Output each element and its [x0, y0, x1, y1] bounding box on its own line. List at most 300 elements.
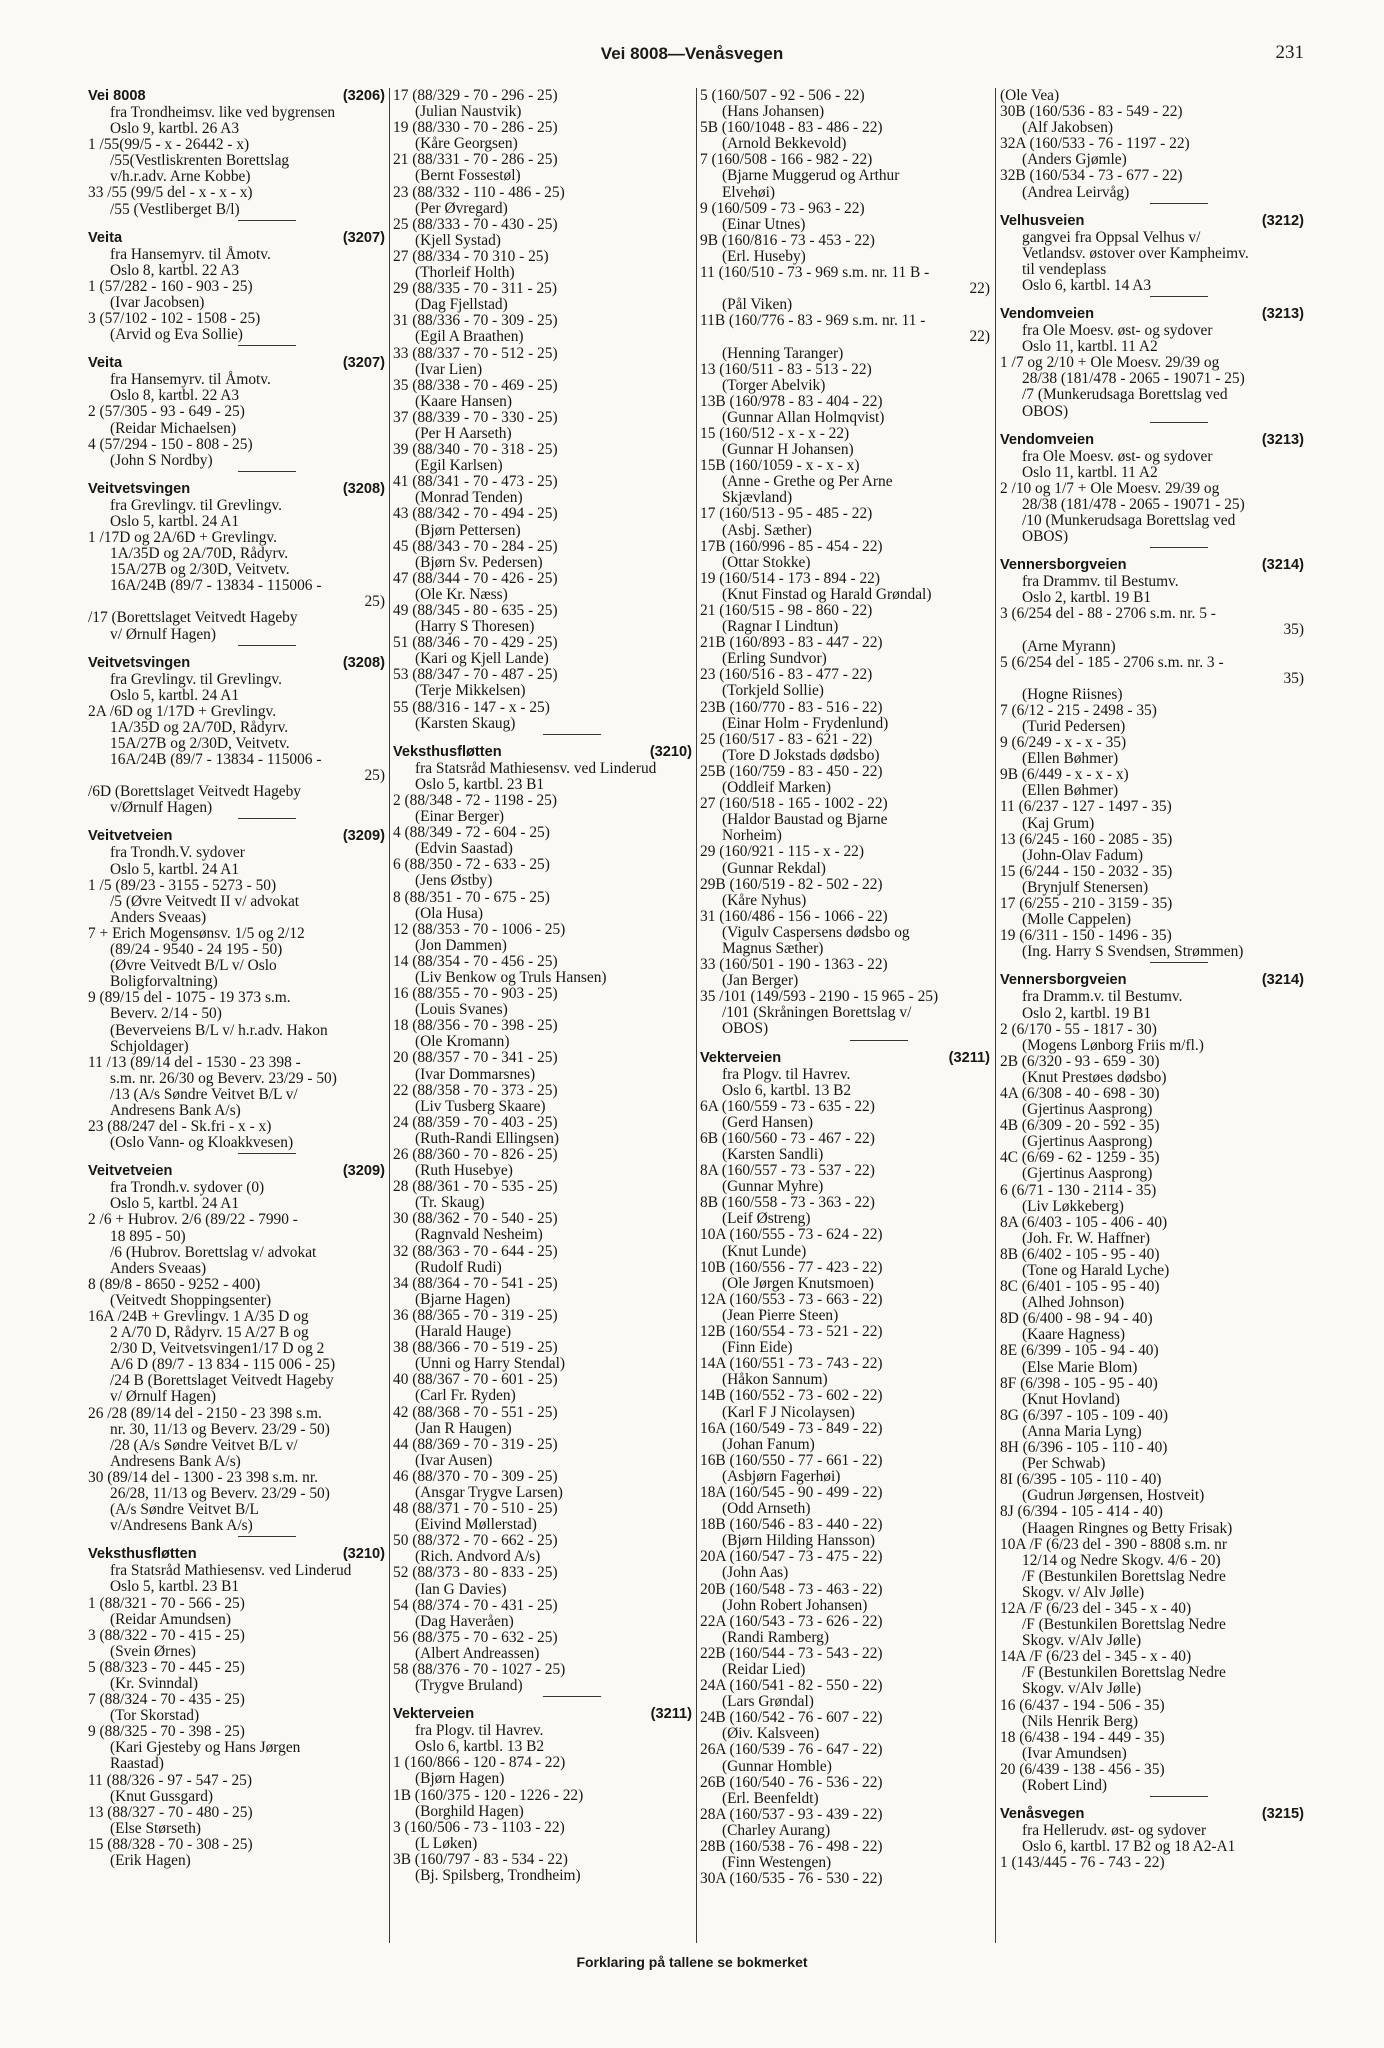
address-entry: [88, 1055, 385, 1119]
entry-continuation: Andresens Bank A/s): [110, 1101, 241, 1119]
address-entry: [393, 922, 692, 954]
entry-line: 30A (160/535 - 76 - 530 - 22): [700, 1870, 883, 1888]
entry-line: 8H (6/396 - 105 - 110 - 40): [1000, 1439, 1168, 1457]
entry-line: 8G (6/397 - 105 - 109 - 40): [1000, 1406, 1168, 1424]
section-rule: [238, 345, 296, 346]
street-description: Oslo 6, kartbl. 13 B2: [722, 1081, 852, 1099]
entry-continuation: v/ Ørnulf Hagen): [110, 1388, 216, 1406]
entry-line: 47 (88/344 - 70 - 426 - 25): [393, 569, 558, 587]
entry-continuation: /5 (Øvre Veitvedt II v/ advokat: [110, 892, 300, 910]
address-entry: [88, 1212, 385, 1276]
entry-continuation: /101 (Skråningen Borettslag v/: [722, 1004, 912, 1022]
entry-line: 18B (160/546 - 83 - 440 - 22): [700, 1516, 883, 1534]
address-entry: [88, 404, 385, 436]
address-entry: [700, 1871, 990, 1887]
street-description: Oslo 6, kartbl. 17 B2 og 18 A2-A1: [1022, 1838, 1236, 1856]
entry-continuation: Andresens Bank A/s): [110, 1452, 241, 1470]
address-entry: [393, 1820, 692, 1852]
entry-line: 18 (6/438 - 194 - 449 - 35): [1000, 1728, 1165, 1746]
address-entry: [88, 926, 385, 990]
entry-line: 20A (160/547 - 73 - 475 - 22): [700, 1548, 883, 1566]
entry-continuation: (Karl F J Nicolaysen): [722, 1403, 855, 1421]
entry-continuation: OBOS): [1022, 402, 1069, 420]
entry-continuation: (Harald Hauge): [415, 1323, 512, 1341]
address-entry: [700, 313, 990, 361]
entry-continuation: (Alf Jakobsen): [1022, 119, 1114, 137]
section-rule: [238, 220, 296, 221]
entry-continuation: (Jens Østby): [415, 872, 493, 890]
entry-line: 21B (160/893 - 83 - 447 - 22): [700, 634, 883, 652]
street-description: fra Trondheimsv. like ved bygrensen: [110, 104, 336, 121]
entry-continuation: (Gerd Hansen): [722, 1113, 814, 1131]
entry-continuation: (Henning Taranger): [722, 344, 844, 362]
entry-continuation: Magnus Sæther): [722, 939, 824, 957]
entry-continuation: (Joh. Fr. W. Haffner): [1022, 1229, 1150, 1247]
entry-continuation: (Else Marie Blom): [1022, 1358, 1138, 1376]
address-entry: [393, 346, 692, 378]
address-entry: [88, 610, 385, 642]
entry-continuation: (Einar Utnes): [722, 215, 806, 233]
address-entry: [700, 1614, 990, 1646]
address-entry: [393, 667, 692, 699]
entry-line: 27 (88/334 - 70 310 - 25): [393, 247, 549, 265]
address-entry: [88, 185, 385, 217]
address-entry: [393, 474, 692, 506]
street-description: Oslo 5, kartbl. 24 A1: [110, 512, 240, 530]
entry-continuation: 15A/27B og 2/30D, Veitvetv.: [110, 561, 290, 579]
entry-continuation: (Hans Johansen): [722, 103, 825, 121]
entry-continuation: (Arne Myrann): [1022, 637, 1116, 655]
entry-line: 22B (160/544 - 73 - 543 - 22): [700, 1644, 883, 1662]
address-entry: [1000, 1440, 1304, 1472]
address-entry: [1000, 1086, 1304, 1118]
street-description: fra Drammv. til Bestumv.: [1022, 573, 1179, 591]
address-entry: [1000, 1118, 1304, 1150]
address-entry: [700, 426, 990, 458]
entry-continuation: (Turid Pedersen): [1022, 718, 1126, 735]
entry-line: 11 (88/326 - 97 - 547 - 25): [88, 1771, 252, 1789]
entry-continuation: (Gudrun Jørgensen, Hostveit): [1022, 1487, 1205, 1505]
entry-continuation: (Kåre Georgsen): [415, 135, 518, 153]
address-entry: [1000, 1215, 1304, 1247]
entry-continuation: (Øiv. Kalsveen): [722, 1725, 820, 1743]
entry-continuation: (Bernt Fossestøl): [415, 167, 521, 185]
entry-continuation: 22): [969, 280, 990, 298]
column-3: [700, 88, 990, 1948]
entry-line: 11 /13 (89/14 del - 1530 - 23 398 -: [88, 1053, 301, 1071]
address-entry: [88, 1277, 385, 1309]
entry-continuation: (Louis Svanes): [415, 1001, 508, 1019]
address-entry: [700, 1131, 990, 1163]
section-rule: [238, 1153, 296, 1154]
street-section: [1000, 306, 1304, 423]
section-rule: [1150, 547, 1208, 548]
entry-continuation: 16A/24B (89/7 - 13834 - 115006 -: [110, 751, 322, 769]
entry-line: 26 (88/360 - 70 - 826 - 25): [393, 1146, 558, 1163]
section-rule: [850, 1040, 908, 1041]
street-name: Veita: [88, 229, 123, 246]
entry-continuation: 1A/35D og 2A/70D, Rådyrv.: [110, 545, 289, 563]
entry-continuation: 35): [1283, 621, 1304, 639]
section-rule: [238, 818, 296, 819]
entry-continuation: (Kaare Hansen): [415, 392, 512, 410]
entry-continuation: (Ellen Bøhmer): [1022, 782, 1119, 800]
section-rule: [238, 645, 296, 646]
address-entry: [393, 120, 692, 152]
entry-line: 54 (88/374 - 70 - 431 - 25): [393, 1596, 558, 1614]
address-entry: [88, 530, 385, 610]
entry-continuation: (Kari Gjesteby og Hans Jørgen: [110, 1739, 301, 1757]
entry-line: 41 (88/341 - 70 - 473 - 25): [393, 473, 558, 491]
entry-continuation: Anders Sveaas): [110, 1259, 207, 1277]
entry-continuation: (Ragnar I Lindtun): [722, 618, 839, 636]
street-name: Vennersborgveien: [1000, 557, 1127, 574]
entry-continuation: 28/38 (181/478 - 2065 - 19071 - 25): [1022, 495, 1245, 513]
entry-line: 1B (160/375 - 120 - 1226 - 22): [393, 1786, 584, 1804]
entry-line: 9B (6/449 - x - x - x): [1000, 766, 1129, 784]
entry-line: 12A /F (6/23 del - 345 - x - 40): [1000, 1599, 1192, 1617]
entry-line: 37 (88/339 - 70 - 330 - 25): [393, 408, 558, 426]
entry-continuation: (Haagen Ringnes og Betty Frisak): [1022, 1519, 1233, 1537]
entry-continuation: (Ivar Dommarsnes): [415, 1065, 536, 1083]
entry-continuation: (Hogne Riisnes): [1022, 685, 1123, 703]
street-section: [1000, 557, 1304, 963]
entry-line: 28A (160/537 - 93 - 439 - 22): [700, 1805, 883, 1823]
entry-line: 8I (6/395 - 105 - 110 - 40): [1000, 1471, 1162, 1489]
entry-continuation: /F (Bestunkilen Borettslag Nedre: [1022, 1567, 1226, 1585]
entry-continuation: (Gunnar Allan Holmqvist): [722, 408, 885, 426]
address-entry: [700, 844, 990, 876]
entry-continuation: v/Ørnulf Hagen): [110, 799, 213, 817]
street-description: Oslo 11, kartbl. 11 A2: [1022, 338, 1158, 356]
address-entry: [393, 1533, 692, 1565]
entry-line: 4C (6/69 - 62 - 1259 - 35): [1000, 1149, 1160, 1167]
entry-line: 44 (88/369 - 70 - 319 - 25): [393, 1435, 558, 1453]
entry-continuation: (Gunnar H Johansen): [722, 441, 854, 459]
address-entry: [1000, 1855, 1304, 1871]
entry-continuation: /13 (A/s Søndre Veitvet B/L v/: [110, 1085, 298, 1103]
entry-line: 7 (160/508 - 166 - 982 - 22): [700, 151, 873, 169]
entry-line: 8D (6/400 - 98 - 94 - 40): [1000, 1310, 1153, 1328]
entry-line: 32 (88/363 - 70 - 644 - 25): [393, 1242, 558, 1260]
entry-line: 8C (6/401 - 105 - 95 - 40): [1000, 1278, 1160, 1296]
address-entry: [1000, 136, 1304, 168]
entry-line: 2 (88/348 - 72 - 1198 - 25): [393, 791, 557, 809]
street-description: Oslo 5, kartbl. 24 A1: [110, 686, 240, 704]
address-entry: [88, 311, 385, 343]
entry-continuation: (Julian Naustvik): [415, 103, 522, 121]
address-entry: [393, 313, 692, 345]
address-entry: [700, 635, 990, 667]
address-entry: [393, 1852, 692, 1884]
street-description: fra Ole Moesv. øst- og sydover: [1022, 322, 1213, 340]
address-entry: [700, 667, 990, 699]
street-code: (3208): [342, 480, 385, 497]
street-code: (3210): [342, 1546, 385, 1563]
street-description: fra Plogv. til Havrev.: [415, 1722, 544, 1740]
entry-continuation: (Pål Viken): [722, 296, 793, 314]
address-entry: [700, 362, 990, 394]
entry-continuation: (Edvin Saastad): [415, 840, 513, 858]
street-section: [1000, 1806, 1304, 1871]
address-entry: [1000, 355, 1304, 419]
entry-continuation: 26/28, 11/13 og Beverv. 23/29 - 50): [110, 1485, 330, 1503]
entry-line: 3 (160/506 - 73 - 1103 - 22): [393, 1818, 565, 1836]
address-entry: [393, 1211, 692, 1243]
entry-continuation: /7 (Munkerudsaga Borettslag ved: [1022, 386, 1228, 404]
address-entry: [1000, 1504, 1304, 1536]
entry-line: 39 (88/340 - 70 - 318 - 25): [393, 441, 558, 459]
section-rule: [238, 471, 296, 472]
entry-continuation: (Anne - Grethe og Per Arne: [722, 473, 893, 491]
street-description: Oslo 5, kartbl. 24 A1: [110, 1195, 240, 1213]
address-entry: [1000, 606, 1304, 654]
entry-line: 35 (88/338 - 70 - 469 - 25): [393, 376, 558, 394]
entry-line: 2 (6/170 - 55 - 1817 - 30): [1000, 1020, 1157, 1038]
entry-line: 4 (57/294 - 150 - 808 - 25): [88, 435, 253, 453]
entry-continuation: nr. 30, 11/13 og Beverv. 23/29 - 50): [110, 1420, 330, 1438]
entry-line: 8 (89/8 - 8650 - 9252 - 400): [88, 1275, 261, 1293]
entry-continuation: (Ragnvald Nesheim): [415, 1226, 543, 1244]
address-entry: [700, 1195, 990, 1227]
street-section: [88, 1163, 385, 1537]
address-entry: [393, 185, 692, 217]
address-entry: [700, 700, 990, 732]
street-name: Veitvetsvingen: [88, 480, 191, 497]
entry-continuation: (Ansgar Trygve Larsen): [415, 1483, 563, 1501]
entry-line: 2 (57/305 - 93 - 649 - 25): [88, 403, 245, 421]
address-entry: [700, 120, 990, 152]
entry-line: 16A /24B + Grevlingv. 1 A/35 D og: [88, 1308, 309, 1325]
entry-line: 30B (160/536 - 83 - 549 - 22): [1000, 103, 1183, 121]
entry-continuation: (Albert Andreassen): [415, 1644, 540, 1662]
section-rule: [1150, 422, 1208, 423]
entry-continuation: (Randi Ramberg): [722, 1628, 829, 1646]
entry-continuation: (Arvid og Eva Sollie): [110, 326, 243, 344]
entry-line: 1 /5 (89/23 - 3155 - 5273 - 50): [88, 876, 277, 894]
entry-line: 53 (88/347 - 70 - 487 - 25): [393, 666, 558, 684]
street-section: [393, 88, 692, 735]
address-entry: [393, 1565, 692, 1597]
entry-line: 34 (88/364 - 70 - 541 - 25): [393, 1274, 558, 1292]
street-name: Veitvetveien: [88, 1163, 173, 1180]
entry-line: 48 (88/371 - 70 - 510 - 25): [393, 1500, 558, 1518]
entry-line: 11 (6/237 - 127 - 1497 - 35): [1000, 798, 1172, 816]
entry-line: 6 (88/350 - 72 - 633 - 25): [393, 856, 550, 874]
entry-line: 55 (88/316 - 147 - x - 25): [393, 698, 550, 716]
entry-continuation: 35): [1283, 669, 1304, 687]
entry-line: 17 (160/513 - 95 - 485 - 22): [700, 505, 873, 523]
entry-continuation: (A/s Søndre Veitvet B/L: [110, 1501, 259, 1519]
street-section: [88, 355, 385, 472]
street-description: fra Grevlingv. til Grevlingv.: [110, 670, 282, 688]
entry-continuation: (Else Størseth): [110, 1819, 202, 1837]
entry-continuation: (Ivar Amundsen): [1022, 1744, 1127, 1762]
section-rule: [1150, 1796, 1208, 1797]
street-section: [700, 88, 990, 1041]
entry-continuation: /F (Bestunkilen Borettslag Nedre: [1022, 1664, 1226, 1682]
entry-continuation: (Finn Eide): [722, 1339, 793, 1357]
address-entry: [1000, 168, 1304, 200]
entry-continuation: (John-Olav Fadum): [1022, 846, 1143, 864]
entry-line: 16A (160/549 - 73 - 849 - 22): [700, 1419, 883, 1437]
entry-continuation: Boligforvaltning): [110, 973, 218, 991]
entry-continuation: (Egil Karlsen): [415, 457, 503, 475]
entry-line: 28 (88/361 - 70 - 535 - 25): [393, 1178, 558, 1196]
entry-line: 23B (160/770 - 83 - 516 - 22): [700, 698, 883, 716]
entry-line: 16B (160/550 - 77 - 661 - 22): [700, 1451, 883, 1469]
entry-continuation: (Bjarne Hagen): [415, 1290, 511, 1308]
entry-continuation: (Reidar Lied): [722, 1661, 806, 1678]
address-entry: [700, 1549, 990, 1581]
address-entry: [393, 825, 692, 857]
address-entry: [1000, 655, 1304, 703]
entry-continuation: (Gjertinus Aasprong): [1022, 1101, 1153, 1119]
entry-continuation: (Torger Abelvik): [722, 376, 826, 394]
address-entry: [700, 1324, 990, 1356]
entry-continuation: (Per Schwab): [1022, 1455, 1106, 1473]
entry-continuation: Skogv. v/Alv Jølle): [1022, 1680, 1142, 1698]
street-section: [88, 655, 385, 820]
entry-continuation: (Ruth-Randi Ellingsen): [415, 1129, 560, 1147]
entry-line: (Ole Vea): [1000, 88, 1060, 104]
entry-continuation: 1A/35D og 2A/70D, Rådyrv.: [110, 718, 289, 736]
entry-continuation: (Svein Ørnes): [110, 1642, 196, 1660]
address-entry: [88, 990, 385, 1054]
entry-line: 28B (160/538 - 76 - 498 - 22): [700, 1838, 883, 1856]
entry-continuation: (Erling Sundvor): [722, 650, 827, 668]
street-code: (3208): [342, 654, 385, 671]
entry-line: 14A /F (6/23 del - 345 - x - 40): [1000, 1648, 1192, 1666]
entry-line: 16 (6/437 - 194 - 506 - 35): [1000, 1696, 1165, 1714]
entry-line: 1 /17D og 2A/6D + Grevlingv.: [88, 528, 277, 546]
entry-line: 18A (160/545 - 90 - 499 - 22): [700, 1483, 883, 1501]
entry-line: 5B (160/1048 - 83 - 486 - 22): [700, 119, 883, 137]
street-heading: [1000, 557, 1304, 574]
address-entry: [700, 764, 990, 796]
column-divider: [389, 88, 390, 1943]
entry-line: 19 (6/311 - 150 - 1496 - 35): [1000, 927, 1172, 945]
entry-continuation: (Ottar Stokke): [722, 553, 811, 571]
running-head: Vei 8008—Venåsvegen: [600, 44, 784, 63]
address-entry: [1000, 1343, 1304, 1375]
entry-continuation: /28 (A/s Søndre Veitvet B/L v/: [110, 1436, 298, 1454]
address-entry: [393, 571, 692, 603]
address-entry: [700, 732, 990, 764]
address-entry: [700, 265, 990, 313]
address-entry: [393, 1179, 692, 1211]
entry-continuation: (Lars Grøndal): [722, 1693, 814, 1711]
address-entry: [88, 784, 385, 816]
entry-line: 22A (160/543 - 73 - 626 - 22): [700, 1612, 883, 1630]
address-entry: [393, 506, 692, 538]
address-entry: [1000, 832, 1304, 864]
entry-continuation: (Charley Aurang): [722, 1821, 831, 1839]
address-entry: [393, 88, 692, 120]
entry-continuation: /55 (Vestliberget B/l): [110, 200, 240, 218]
entry-continuation: (John Robert Johansen): [722, 1596, 868, 1614]
address-entry: [700, 1292, 990, 1324]
entry-line: 30 (89/14 del - 1300 - 23 398 s.m. nr.: [88, 1468, 318, 1486]
section-rule: [1150, 962, 1208, 963]
entry-line: 13B (160/978 - 83 - 404 - 22): [700, 392, 883, 410]
entry-continuation: (Karsten Skaug): [415, 714, 516, 732]
entry-line: 27 (160/518 - 165 - 1002 - 22): [700, 795, 888, 813]
entry-continuation: (Ing. Harry S Svendsen, Strømmen): [1022, 943, 1244, 961]
entry-line: 2B (6/320 - 93 - 659 - 30): [1000, 1052, 1160, 1070]
entry-line: 33 /55 (99/5 del - x - x - x): [88, 184, 253, 202]
street-heading: [393, 1706, 692, 1723]
entry-line: 40 (88/367 - 70 - 601 - 25): [393, 1371, 558, 1389]
entry-continuation: (Borghild Hagen): [415, 1802, 524, 1820]
address-entry: [393, 1115, 692, 1147]
entry-line: 5 (160/507 - 92 - 506 - 22): [700, 88, 865, 104]
street-name: Vekterveien: [393, 1706, 475, 1723]
address-entry: [1000, 104, 1304, 136]
address-entry: [700, 506, 990, 538]
address-entry: [700, 1742, 990, 1774]
entry-continuation: Anders Sveaas): [110, 908, 207, 926]
street-section: [393, 1706, 692, 1884]
entry-continuation: Norheim): [722, 827, 782, 845]
entry-continuation: 15A/27B og 2/30D, Veitvetv.: [110, 735, 290, 752]
entry-continuation: (Per Øvregard): [415, 199, 508, 217]
address-entry: [1000, 896, 1304, 928]
entry-line: /17 (Borettslaget Veitvedt Hageby: [88, 609, 298, 627]
entry-line: 8B (6/402 - 105 - 95 - 40): [1000, 1245, 1160, 1263]
entry-line: 30 (88/362 - 70 - 540 - 25): [393, 1210, 558, 1228]
entry-continuation: 16A/24B (89/7 - 13834 - 115006 -: [110, 577, 322, 595]
entry-line: 1 (88/321 - 70 - 566 - 25): [88, 1594, 245, 1612]
entry-line: 24 (88/359 - 70 - 403 - 25): [393, 1113, 558, 1131]
address-entry: [1000, 1022, 1304, 1054]
column-divider: [995, 88, 996, 1943]
entry-line: 17 (88/329 - 70 - 296 - 25): [393, 88, 558, 104]
entry-line: 15 (88/328 - 70 - 308 - 25): [88, 1835, 253, 1853]
address-entry: [88, 704, 385, 784]
street-description: fra Trondh.V. sydover: [110, 844, 245, 862]
entry-line: 46 (88/370 - 70 - 309 - 25): [393, 1467, 558, 1485]
entry-continuation: (Brynjulf Stenersen): [1022, 878, 1149, 896]
entry-continuation: (Robert Lind): [1022, 1777, 1108, 1794]
entry-continuation: v/h.r.adv. Arne Kobbe): [110, 168, 251, 186]
street-section: [700, 1050, 990, 1888]
entry-line: 36 (88/365 - 70 - 319 - 25): [393, 1306, 558, 1324]
address-entry: [1000, 1376, 1304, 1408]
entry-continuation: (Haldor Baustad og Bjarne: [722, 811, 888, 829]
column-2: [393, 88, 692, 1948]
entry-continuation: (L Løken): [415, 1834, 478, 1852]
entry-continuation: (Ivar Ausen): [415, 1451, 493, 1469]
entry-continuation: (Rich. Andvord A/s): [415, 1548, 541, 1566]
entry-continuation: 22): [969, 328, 990, 346]
address-entry: [700, 1227, 990, 1259]
entry-line: 31 (88/336 - 70 - 309 - 25): [393, 312, 558, 330]
street-section: [88, 88, 385, 221]
address-entry: [1000, 88, 1304, 104]
column-4: [1000, 88, 1304, 1948]
entry-line: 25 (88/333 - 70 - 430 - 25): [393, 215, 558, 233]
entry-continuation: v/ Ørnulf Hagen): [110, 625, 216, 643]
entry-line: 9 (88/325 - 70 - 398 - 25): [88, 1723, 245, 1741]
street-name: Veita: [88, 355, 123, 372]
address-entry: [393, 152, 692, 184]
entry-continuation: (Alhed Johnson): [1022, 1294, 1125, 1312]
address-entry: [1000, 1537, 1304, 1601]
entry-continuation: (Unni og Harry Stendal): [415, 1355, 566, 1373]
street-description: fra Statsråd Mathiesensv. ved Linderud: [415, 759, 657, 777]
entry-line: 1 /55(99/5 - x - 26442 - x): [88, 136, 250, 154]
